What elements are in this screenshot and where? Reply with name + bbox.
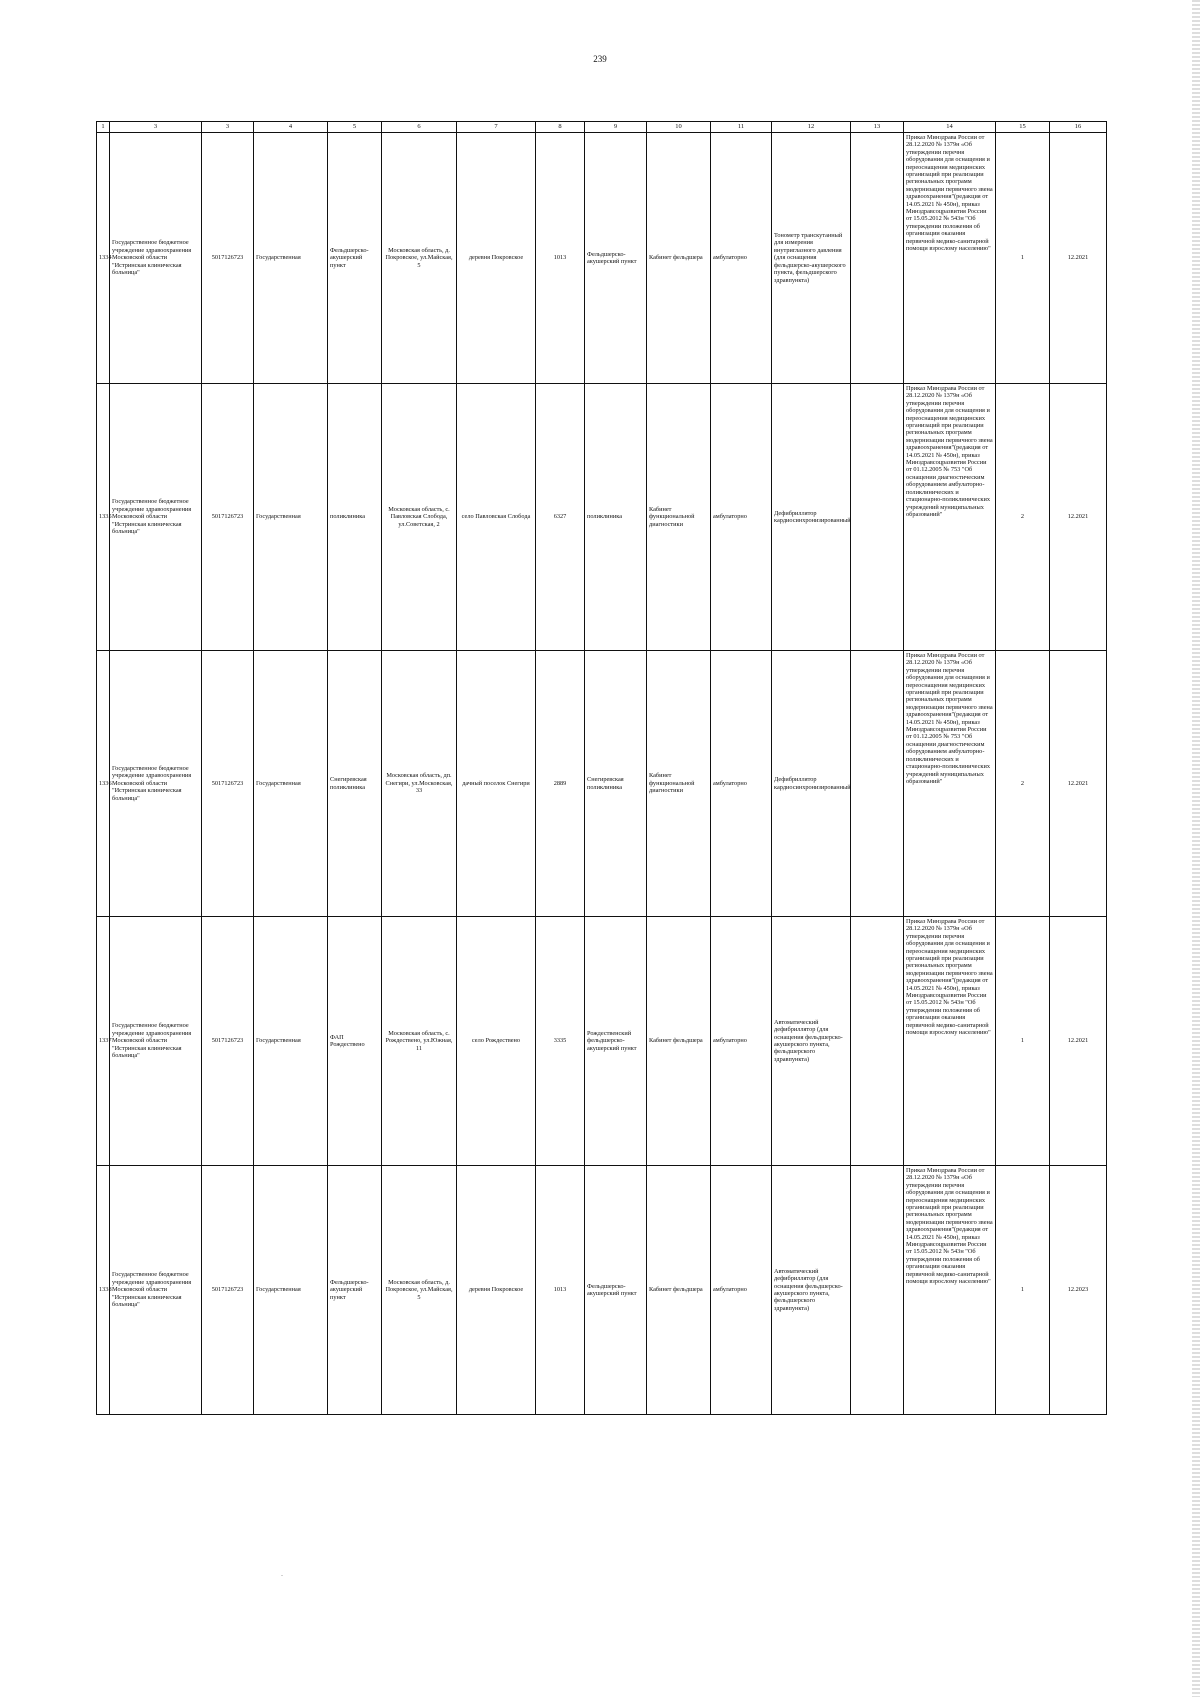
population-cell: 1013 (536, 133, 585, 384)
population-cell: 2889 (536, 651, 585, 917)
row-number: 1336 (97, 651, 110, 917)
header-cell: 6 (382, 122, 457, 133)
locality-cell: село Павловская Слобода (457, 384, 536, 651)
row-number: 1335 (97, 384, 110, 651)
ownership-cell: Государственная (254, 384, 328, 651)
address-cell: Московская область, с. Рождествено, ул.Южная, 11 (382, 917, 457, 1166)
address-cell: Московская область, д. Покровское, ул.Майская, 5 (382, 133, 457, 384)
quantity-cell: 1 (996, 1166, 1050, 1415)
unit-cell: Фельдшерско-акушерский пункт (328, 1166, 382, 1415)
ownership-cell: Государственная (254, 133, 328, 384)
organization-name: Государственное бюджетное учреждение здравоохранения Московской области "Истринская клиническая больница" (110, 651, 202, 917)
scan-edge-artifact (1192, 0, 1200, 1697)
order-cell (904, 384, 996, 651)
row-number: 1337 (97, 917, 110, 1166)
locality-cell: деревня Покровское (457, 1166, 536, 1415)
division-cell: Фельдшерско-акушерский пункт (585, 1166, 647, 1415)
address-cell: Московская область, дп. Снегири, ул.Московская, 33 (382, 651, 457, 917)
division-cell: Снегиревская поликлиника (585, 651, 647, 917)
organization-name: Государственное бюджетное учреждение здравоохранения Московской области "Истринская клиническая больница" (110, 133, 202, 384)
address-cell: Московская область, д. Покровское, ул.Майская, 5 (382, 1166, 457, 1415)
ownership-cell: Государственная (254, 917, 328, 1166)
header-cell: 1 (97, 122, 110, 133)
inn-cell: 5017126723 (202, 133, 254, 384)
quantity-cell: 1 (996, 917, 1050, 1166)
population-cell: 3335 (536, 917, 585, 1166)
unit-cell: Фельдшерско-акушерский пункт (328, 133, 382, 384)
order-cell (904, 917, 996, 1166)
header-cell: 5 (328, 122, 382, 133)
room-cell: Кабинет фельдшера (647, 917, 711, 1166)
equipment-cell: Автоматический дефибриллятор (для оснащения фельдшерско-акушерского пункта, фельдшерского здравпункта) (772, 1166, 851, 1415)
date-cell: 12.2021 (1050, 917, 1107, 1166)
header-cell: 3 (110, 122, 202, 133)
locality-cell: село Рождествено (457, 917, 536, 1166)
header-cell: 8 (536, 122, 585, 133)
header-cell: 14 (904, 122, 996, 133)
header-cell: 7 (457, 122, 536, 133)
order-text: Приказ Минздрава России от 28.12.2020 № 1379н «Об утверждении перечня оборудования для оснащения и переоснащения медицинских организаций при реализации региональных программ модернизации первичного звена здравоохранения"(редакция от 14.05.2021 № 450н), приказ Минздравсоцразвития России от 15.05.2012 № 543н "Об утверждении положения об организации оказания первичной медико-санитарной помощи взрослому населению" (906, 1167, 993, 1286)
order-cell (904, 1166, 996, 1415)
population-cell: 1013 (536, 1166, 585, 1415)
inn-cell: 5017126723 (202, 384, 254, 651)
header-row (97, 122, 1107, 133)
quantity-cell: 2 (996, 651, 1050, 917)
table-header (97, 122, 1107, 133)
unit-cell: ФАП Рождествено (328, 917, 382, 1166)
quantity-cell: 1 (996, 133, 1050, 384)
care-type-cell: амбулаторно (711, 133, 772, 384)
row-number: 1338 (97, 1166, 110, 1415)
row-number: 1334 (97, 133, 110, 384)
organization-name: Государственное бюджетное учреждение здравоохранения Московской области "Истринская клиническая больница" (110, 1166, 202, 1415)
scan-mark: - (281, 1573, 283, 1579)
equipment-table-container (96, 121, 1107, 1415)
inn-cell: 5017126723 (202, 651, 254, 917)
table-row (97, 651, 1107, 917)
date-cell: 12.2021 (1050, 651, 1107, 917)
care-type-cell: амбулаторно (711, 651, 772, 917)
equipment-cell: Автоматический дефибриллятор (для оснащения фельдшерско-акушерского пункта, фельдшерского здравпункта) (772, 917, 851, 1166)
ownership-cell: Государственная (254, 1166, 328, 1415)
order-cell (904, 651, 996, 917)
header-cell: 13 (851, 122, 904, 133)
care-type-cell: амбулаторно (711, 1166, 772, 1415)
quantity-cell: 2 (996, 384, 1050, 651)
room-cell: Кабинет функциональной диагностики (647, 651, 711, 917)
equipment-cell: Дефибриллятор кардиосинхронизированный (772, 651, 851, 917)
table-row (97, 917, 1107, 1166)
header-cell: 12 (772, 122, 851, 133)
order-text: Приказ Минздрава России от 28.12.2020 № 1379н «Об утверждении перечня оборудования для оснащения и переоснащения медицинских организаций при реализации региональных программ модернизации первичного звена здравоохранения"(редакция от 14.05.2021 № 450н), приказ Минздравсоцразвития России от 15.05.2012 № 543н "Об утверждении положения об организации оказания первичной медико-санитарной помощи взрослому населению" (906, 918, 993, 1037)
equipment-cell: Тонометр транскутанный для измерения внутриглазного давления (для оснащения фельдшерско-акушерского пункта, фельдшерского здравпункта) (772, 133, 851, 384)
care-type-cell: амбулаторно (711, 917, 772, 1166)
unit-cell: поликлиника (328, 384, 382, 651)
header-cell: 15 (996, 122, 1050, 133)
table-row (97, 133, 1107, 384)
header-cell: 11 (711, 122, 772, 133)
population-cell: 6327 (536, 384, 585, 651)
empty-cell (851, 917, 904, 1166)
locality-cell: деревня Покровское (457, 133, 536, 384)
order-text: Приказ Минздрава России от 28.12.2020 № 1379н «Об утверждении перечня оборудования для оснащения и переоснащения медицинских организаций при реализации региональных программ модернизации первичного звена здравоохранения"(редакция от 14.05.2021 № 450н), приказ Минздравсоцразвития России от 01.12.2005 № 753 "Об оснащении диагностическим оборудованием амбулаторно-поликлинических и стационарно-поликлинических учреждений муниципальных образований" (906, 652, 993, 785)
header-cell: 4 (254, 122, 328, 133)
empty-cell (851, 133, 904, 384)
address-cell: Московская область, с. Павловская Слобода, ул.Советская, 2 (382, 384, 457, 651)
unit-cell: Снегиревская поликлиника (328, 651, 382, 917)
order-text: Приказ Минздрава России от 28.12.2020 № 1379н «Об утверждении перечня оборудования для оснащения и переоснащения медицинских организаций при реализации региональных программ модернизации первичного звена здравоохранения"(редакция от 14.05.2021 № 450н), приказ Минздравсоцразвития России от 15.05.2012 № 543н "Об утверждении положения об организации оказания первичной медико-санитарной помощи взрослому населению" (906, 134, 993, 253)
table-body (97, 133, 1107, 1415)
organization-name: Государственное бюджетное учреждение здравоохранения Московской области "Истринская клиническая больница" (110, 384, 202, 651)
header-cell: 3 (202, 122, 254, 133)
table-row (97, 1166, 1107, 1415)
order-text: Приказ Минздрава России от 28.12.2020 № 1379н «Об утверждении перечня оборудования для оснащения и переоснащения медицинских организаций при реализации региональных программ модернизации первичного звена здравоохранения"(редакция от 14.05.2021 № 450н), приказ Минздравсоцразвития России от 01.12.2005 № 753 "Об оснащении диагностическим оборудованием амбулаторно-поликлинических и стационарно-поликлинических учреждений муниципальных образований" (906, 385, 993, 518)
room-cell: Кабинет функциональной диагностики (647, 384, 711, 651)
room-cell: Кабинет фельдшера (647, 1166, 711, 1415)
date-cell: 12.2021 (1050, 133, 1107, 384)
care-type-cell: амбулаторно (711, 384, 772, 651)
ownership-cell: Государственная (254, 651, 328, 917)
equipment-table (96, 121, 1107, 1415)
organization-name: Государственное бюджетное учреждение здравоохранения Московской области "Истринская клиническая больница" (110, 917, 202, 1166)
header-cell: 10 (647, 122, 711, 133)
equipment-cell: Дефибриллятор кардиосинхронизированный (772, 384, 851, 651)
division-cell: Рождественский фельдшерско-акушерский пункт (585, 917, 647, 1166)
room-cell: Кабинет фельдшера (647, 133, 711, 384)
header-cell: 9 (585, 122, 647, 133)
date-cell: 12.2023 (1050, 1166, 1107, 1415)
locality-cell: дачный поселок Снегири (457, 651, 536, 917)
division-cell: Фельдшерско-акушерский пункт (585, 133, 647, 384)
header-cell: 16 (1050, 122, 1107, 133)
inn-cell: 5017126723 (202, 917, 254, 1166)
inn-cell: 5017126723 (202, 1166, 254, 1415)
page-number: 239 (593, 54, 607, 64)
date-cell: 12.2021 (1050, 384, 1107, 651)
table-row (97, 384, 1107, 651)
order-cell (904, 133, 996, 384)
empty-cell (851, 1166, 904, 1415)
empty-cell (851, 651, 904, 917)
division-cell: поликлиника (585, 384, 647, 651)
empty-cell (851, 384, 904, 651)
